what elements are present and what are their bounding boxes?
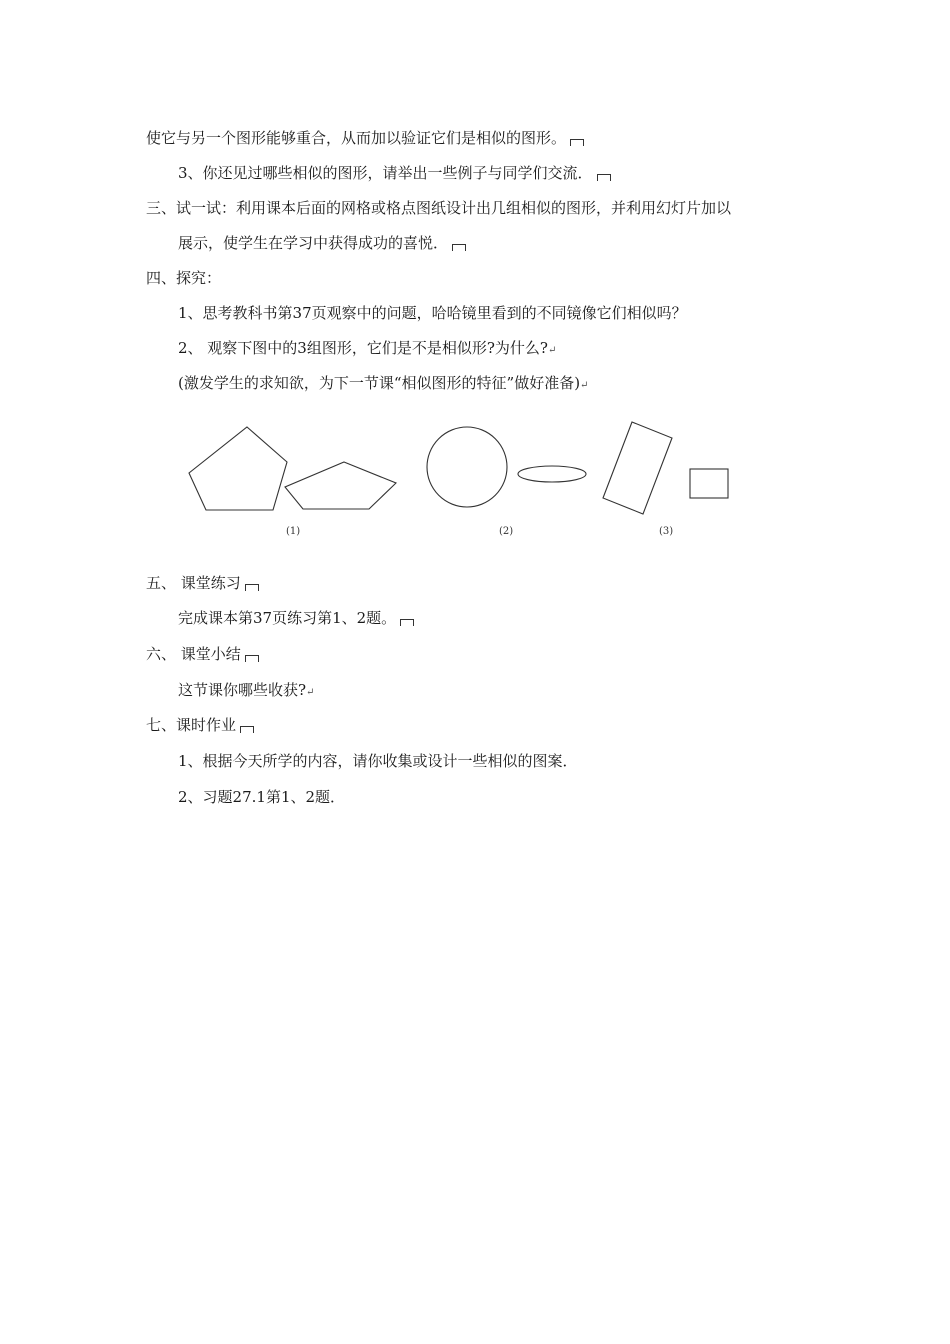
text-line-1: 使它与另一个图形能够重合，从而加以验证它们是相似的图形。 <box>146 128 584 148</box>
similar-shapes-figure <box>170 410 770 550</box>
paragraph-mark-icon <box>400 619 414 626</box>
flat-pentagon-shape <box>285 462 396 509</box>
section-heading-7: 七、课时作业 <box>146 715 254 735</box>
text-line-12: 这节课你哪些收获?↵ <box>178 681 315 699</box>
paragraph-mark-icon <box>245 655 259 662</box>
line-break-icon: ↵ <box>547 345 557 356</box>
small-rectangle-shape <box>690 469 728 498</box>
text-line-2: 3、你还见过哪些相似的图形，请举出一些例子与同学们交流． <box>178 163 611 183</box>
paragraph-mark-icon <box>245 584 259 591</box>
tilted-rectangle-shape <box>603 422 672 514</box>
text-line-7: 2、 观察下图中的3组图形，它们是不是相似形?为什么?↵ <box>178 339 557 357</box>
figure-caption-1: (1) <box>286 526 301 537</box>
paragraph-mark-icon <box>452 244 466 251</box>
line-break-icon: ↵ <box>306 687 315 698</box>
text-line-4: 展示，使学生在学习中获得成功的喜悦． <box>178 233 466 253</box>
section-heading-6: 六、 课堂小结 <box>146 644 259 664</box>
text-line-15: 2、习题27.1第1、2题． <box>178 788 346 806</box>
paragraph-mark-icon <box>570 139 584 146</box>
ellipse-shape <box>518 466 586 482</box>
large-pentagon-shape <box>189 427 287 510</box>
text-line-6: 1、思考教科书第37页观察中的问题，哈哈镜里看到的不同镜像它们相似吗？ <box>178 304 687 322</box>
figure-caption-2: (2) <box>499 526 514 537</box>
line-break-icon: ↵ <box>580 380 589 391</box>
section-heading-4: 四、探究： <box>146 269 222 287</box>
text-line-8: (激发学生的求知欲，为下一节课“相似图形的特征”做好准备)↵ <box>178 374 589 392</box>
text-line-3: 三、试一试：利用课本后面的网格或格点图纸设计出几组相似的图形，并利用幻灯片加以 <box>146 199 732 217</box>
paragraph-mark-icon <box>597 174 611 181</box>
paragraph-mark-icon <box>240 726 254 733</box>
text-line-14: 1、根据今天所学的内容，请你收集或设计一些相似的图案． <box>178 752 578 770</box>
circle-shape <box>427 427 507 507</box>
figure-caption-3: (3) <box>659 526 674 537</box>
section-heading-5: 五、 课堂练习 <box>146 573 259 593</box>
text-line-10: 完成课本第37页练习第1、2题。 <box>178 608 414 628</box>
